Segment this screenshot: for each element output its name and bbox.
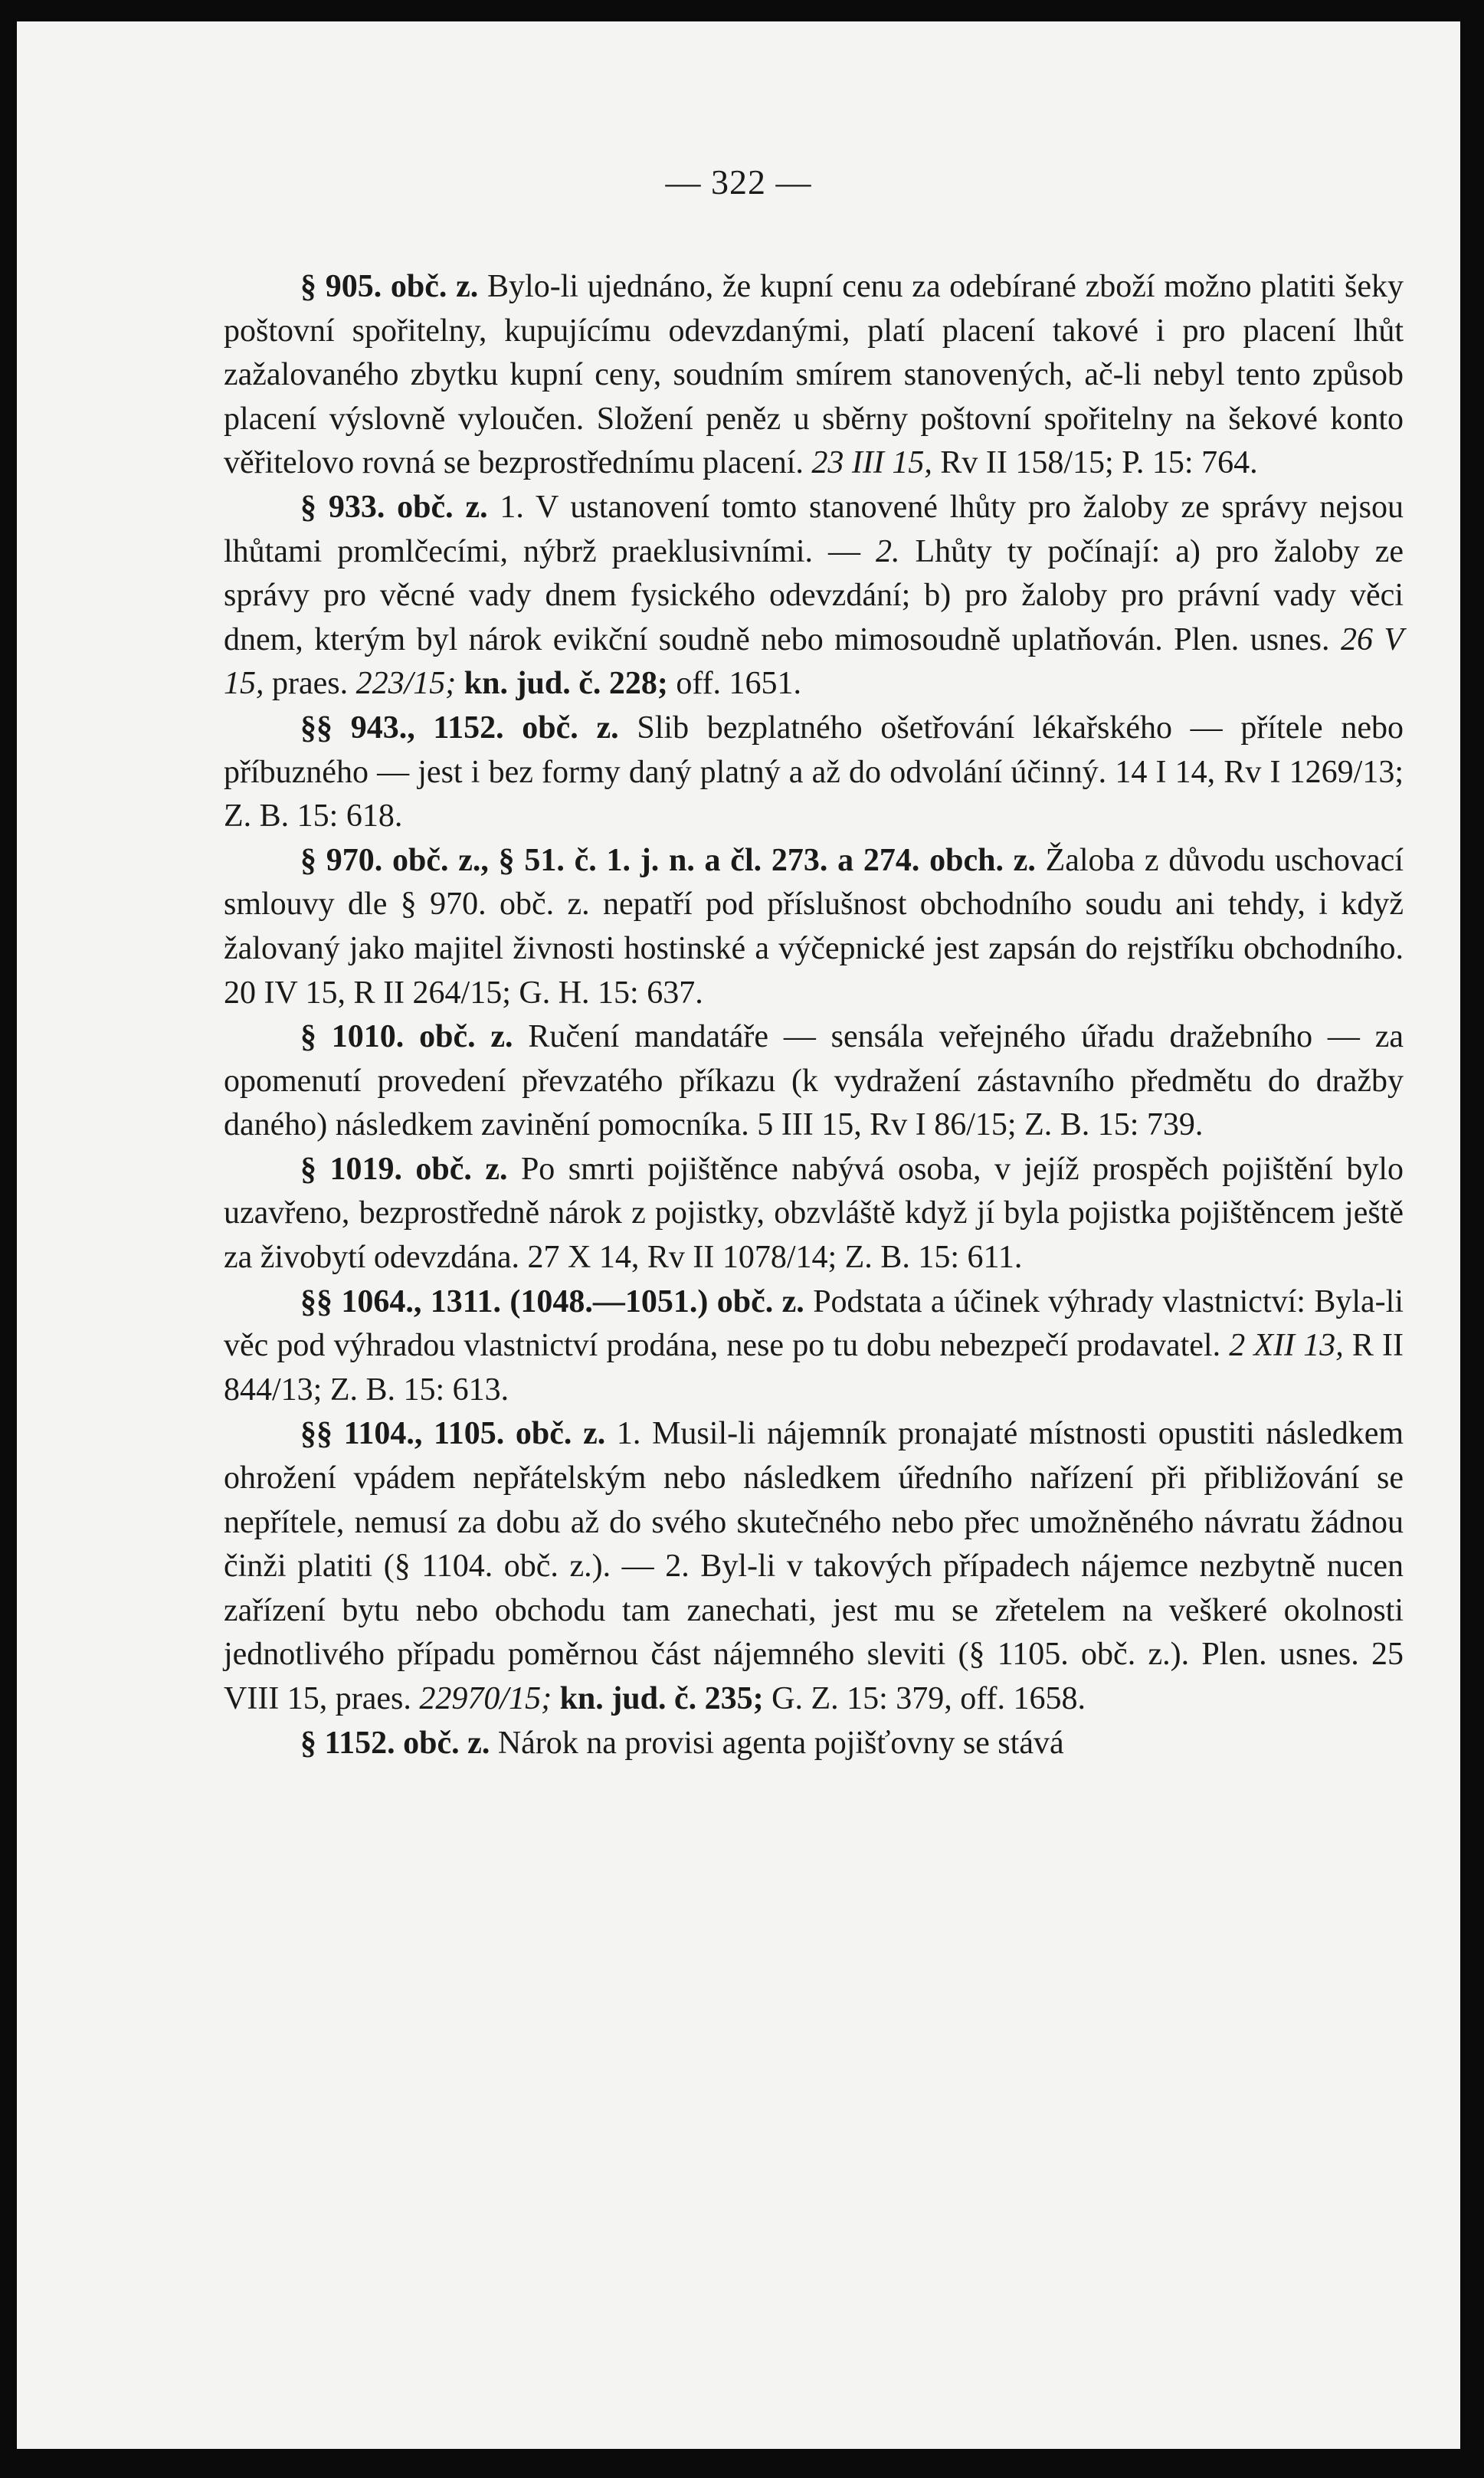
section-heading: § 1152. obč. z. xyxy=(300,1725,490,1761)
section-heading: § 1019. obč. z. xyxy=(300,1151,508,1187)
paragraph-1019 xyxy=(224,1148,1404,1280)
paragraph-1152 xyxy=(224,1722,1404,1766)
paragraph-text: Lhůty ty počínají: a) pro žaloby ze správy pro věcné vady dnem fysického odevzdání; b) pro žaloby pro právní vady věci dnem, kterým byl nárok evikční soudně nebo mimosoudně uplatňován. Plen. usnes. xyxy=(224,533,1404,657)
section-heading: § 933. obč. z. xyxy=(300,489,488,525)
citation-number: 223/15; xyxy=(355,666,457,702)
citation: R II 844/13; Z. B. 15: 613. xyxy=(224,1328,1404,1408)
paragraph-970 xyxy=(224,839,1404,1015)
paragraph-text: 1. V ustanovení tomto stanovené lhůty pro žaloby ze správy nejsou lhůtami promlčecími, nýbrž praeklusivními. — xyxy=(224,489,1404,569)
citation: 20 IV 15, R II 264/15; G. H. 15: 637. xyxy=(224,975,703,1011)
section-heading: §§ 1064., 1311. (1048.—1051.) obč. z. xyxy=(300,1283,804,1319)
document-body xyxy=(224,265,1404,1765)
citation: 27 X 14, Rv II 1078/14; Z. B. 15: 611. xyxy=(527,1240,1023,1276)
section-heading: §§ 1104., 1105. obč. z. xyxy=(300,1416,606,1452)
page-number: — 322 — xyxy=(665,162,812,202)
section-heading: § 1010. obč. z. xyxy=(300,1019,513,1055)
citation-date: 2 XII 13, xyxy=(1229,1328,1344,1364)
section-heading: §§ 943., 1152. obč. z. xyxy=(300,710,619,746)
paragraph-text: Žaloba z důvodu uschovací smlouvy dle § 970. obč. z. nepatří pod příslušnost obchodního soudu ani tehdy, i když žalovaný jako majitel živnosti hostinské a výčepnické jest zapsán do rejstříku obchodního. xyxy=(224,842,1404,966)
citation: 14 I 14, Rv I 1269/13; Z. B. 15: 618. xyxy=(224,754,1404,834)
paragraph-943 xyxy=(224,706,1404,839)
citation-collection: kn. jud. č. 228; xyxy=(464,666,668,702)
paragraph-text: Slib bezplatného ošetřování lékařského — přítele nebo příbuzného — jest i bez formy daný platný a až do odvolání účinný. xyxy=(224,710,1404,790)
paragraph-933 xyxy=(224,486,1404,706)
paragraph-1064 xyxy=(224,1280,1404,1413)
section-heading: § 970. obč. z., § 51. č. 1. j. n. a čl. 273. a 274. obch. z. xyxy=(300,842,1036,878)
paragraph-905 xyxy=(224,265,1404,486)
citation: G. Z. 15: 379, off. 1658. xyxy=(771,1681,1086,1716)
document-page xyxy=(17,21,1460,2449)
citation-date: 23 III 15, xyxy=(811,445,932,481)
paragraph-text: Bylo-li ujednáno, že kupní cenu za odebírané zboží možno platiti šeky poštovní spořitelny, kupujícímu odevzdanými, platí placení takové i pro placení lhůt zažalovaného zbytku kupní ceny, soudním smírem stanovených, ač-li nebyl tento způsob placení výslovně vyloučen. Složení peněz u sběrny poštovní spořitelny na šekové konto věřitelovo rovná se bezprostřednímu placení. xyxy=(224,269,1404,481)
paragraph-text: 1. Musil-li nájemník pronajaté místnosti opustiti následkem ohrožení vpádem nepřátelským nebo následkem úředního nařízení při přibližování se nepřítele, nemusí za dobu až do svého skutečného nebo přec umožněného návratu žádnou činži platiti (§ 1104. obč. z.). — 2. Byl-li v takových případech nájemce nezbytně nucen zařízení bytu nebo obchodu tam zanechati, jest mu se zřetelem na veškeré okolnosti jednotlivého případu poměrnou část nájemného sleviti (§ 1105. obč. z.). Plen. usnes. 25 VIII 15, praes. xyxy=(224,1416,1404,1716)
citation-date: 26 V 15, xyxy=(224,621,1404,702)
paragraph-text: Nárok na provisi agenta pojišťovny se stává xyxy=(497,1725,1064,1761)
citation: praes. xyxy=(272,666,349,702)
citation: Rv II 158/15; P. 15: 764. xyxy=(940,445,1258,481)
citation-collection: kn. jud. č. 235; xyxy=(559,1681,764,1716)
item-number: 2. xyxy=(875,533,900,569)
citation-number: 22970/15; xyxy=(419,1681,552,1716)
citation: 5 III 15, Rv I 86/15; Z. B. 15: 739. xyxy=(757,1107,1204,1143)
paragraph-text: Ručení mandatáře — sensála veřejného úřadu dražebního — za opomenutí provedení převzatého příkazu (k vydražení zástavního předmětu do dražby daného) následkem zavinění pomocníka. xyxy=(224,1019,1404,1143)
paragraph-text: Po smrti pojištěnce nabývá osoba, v jejíž prospěch pojištění bylo uzavřeno, bezprostředně nárok z pojistky, obzvláště když jí byla pojistka pojištěncem ještě za živobytí odevzdána. xyxy=(224,1151,1404,1276)
paragraph-1010 xyxy=(224,1015,1404,1148)
paragraph-1104 xyxy=(224,1412,1404,1721)
section-heading: § 905. obč. z. xyxy=(300,269,479,304)
paragraph-text: Podstata a účinek výhrady vlastnictví: Byla-li věc pod výhradou vlastnictví prodána, nese po tu dobu nebezpečí prodavatel. xyxy=(224,1283,1404,1364)
citation: off. 1651. xyxy=(676,666,802,702)
